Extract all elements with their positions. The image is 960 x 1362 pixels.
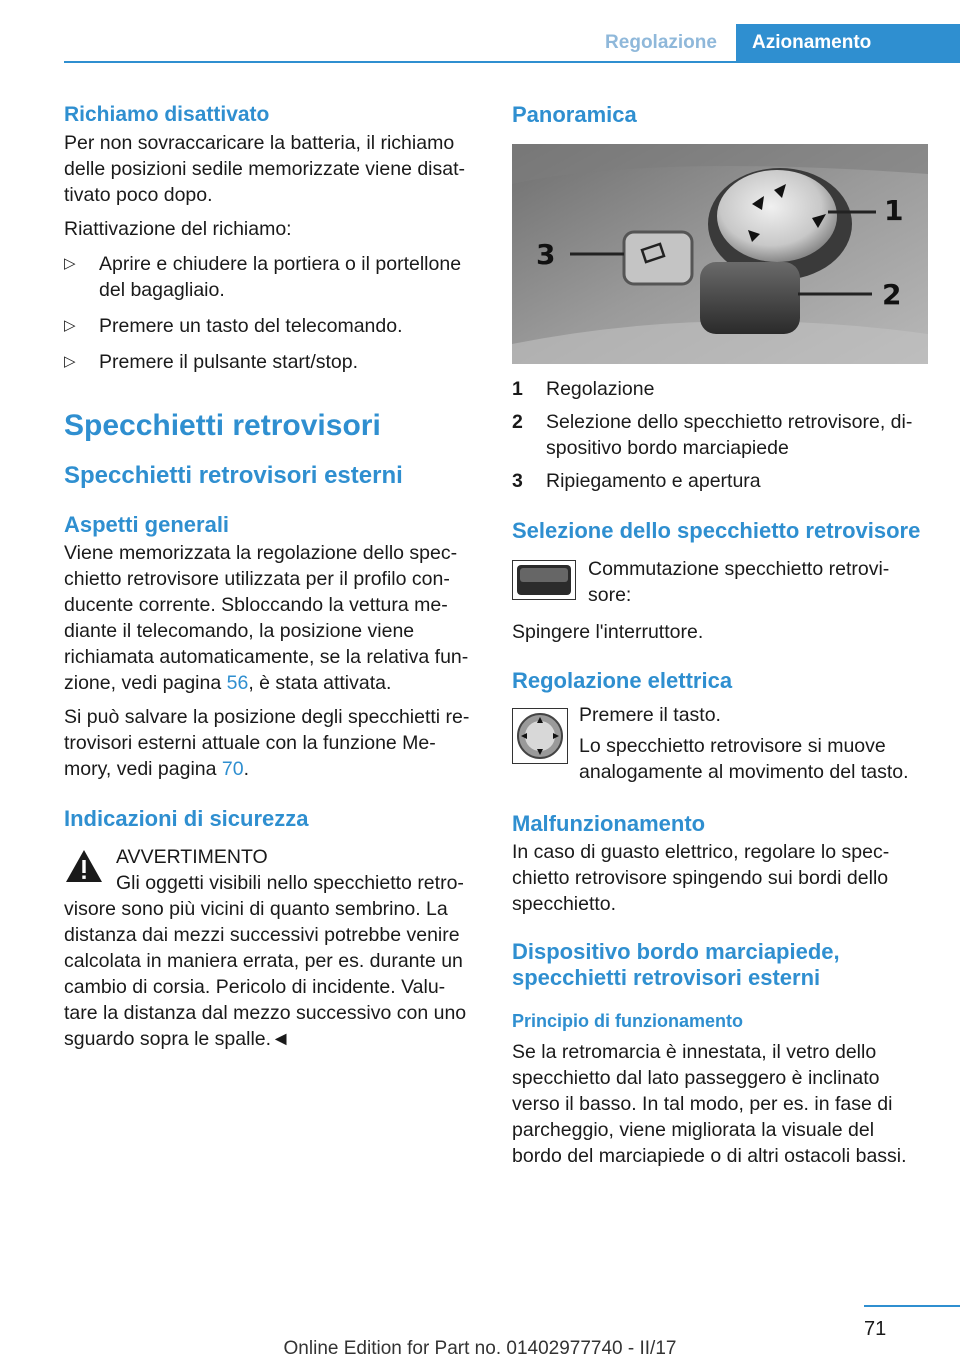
mirror-select-switch-icon: [512, 560, 576, 600]
header-tab-azionamento: Azionamento: [736, 24, 960, 62]
photo-label-1: 1: [884, 194, 904, 227]
general-paragraph-2: Si può salvare la posizione degli specchietti re-trovisori esterni attuale con la funzione Me-mory, vedi pagina 70.: [64, 706, 470, 780]
general-title: Aspetti generali: [64, 512, 230, 537]
photo-label-2: 2: [882, 278, 902, 311]
select-title: Selezione dello specchietto retrovisore: [512, 518, 921, 543]
page-link-56[interactable]: 56: [226, 672, 249, 694]
edition-footer: Online Edition for Part no. 01402977740 - II/17: [283, 1338, 677, 1359]
curb-title: Dispositivo bordo marciapiede, specchietti retrovisori esterni: [512, 939, 840, 990]
overview-legend: [512, 376, 928, 494]
principle-title: Principio di funzionamento: [512, 1011, 743, 1031]
legend-item: 3 Ripiegamento e apertura: [512, 470, 761, 492]
reactivate-intro: Riattivazione del richiamo:: [64, 218, 292, 240]
recall-title: Richiamo disattivato: [64, 103, 270, 126]
overview-title: Panoramica: [512, 102, 637, 127]
page-link-70[interactable]: 70: [221, 758, 244, 780]
legend-item: 1 Regolazione: [512, 378, 655, 400]
warning-text: Gli oggetti visibili nello specchietto retro-visore sono più vicini di quanto sembrino. La distanza dai mezzi successivi potrebbe venire calcolata in maniera errata, per es. durante un cambio di corsia. Pericolo di incidente. Valu-tare la distanza dal mezzo successivo con uno sguardo sopra le spalle.◄: [64, 872, 467, 1050]
select-icon-text: Commutazione specchietto retrovi-sore:: [588, 558, 890, 606]
general-paragraph-1: Viene memorizzata la regolazione dello spec-chietto retrovisore utilizzata per il profilo con-ducente corrente. Sbloccando la vettura me-diante il telecomando, la posizione viene richiamata automaticamente, se la relativa fun-zione, vedi pagina 56, è stata attivata.: [64, 542, 469, 694]
mirror-controls-illustration-icon: [512, 144, 928, 364]
mirrors-title: Specchietti retrovisori: [64, 409, 381, 442]
page-number: 71: [864, 1318, 887, 1340]
malfunction-text: In caso di guasto elettrico, regolare lo spec-chietto retrovisore spingendo sui bordi dello specchietto.: [512, 841, 890, 915]
legend-item: 2 Selezione dello specchietto retrovisore, di-spositivo bordo marciapiede: [512, 411, 913, 459]
warning-triangle-icon: [64, 848, 104, 884]
right-column: [512, 102, 928, 1169]
electric-p2: Lo specchietto retrovisore si muove analogamente al movimento del tasto.: [579, 735, 909, 783]
list-item: ▷ Aprire e chiudere la portiera o il portellone del bagagliaio.: [64, 253, 462, 301]
electric-p1: Premere il tasto.: [579, 704, 721, 726]
left-column: [64, 102, 478, 1052]
mirror-adjust-dial-icon: [512, 708, 568, 764]
recall-text: Per non sovraccaricare la batteria, il richiamo delle posizioni sedile memorizzate viene disat-tivato poco dopo.: [64, 132, 466, 206]
mirror-control-photo: [512, 144, 928, 364]
select-icon-row: [512, 556, 928, 614]
header-tab-regolazione: Regolazione: [605, 32, 717, 53]
electric-icon-row: [512, 702, 928, 785]
triangle-bullet-icon: ▷: [64, 255, 76, 272]
safety-title: Indicazioni di sicurezza: [64, 806, 309, 831]
ext-mirrors-title: Specchietti retrovisori esterni: [64, 462, 403, 489]
electric-title: Regolazione elettrica: [512, 668, 733, 693]
reactivate-list: [64, 251, 478, 375]
select-action: Spingere l'interruttore.: [512, 621, 704, 643]
list-item: ▷ Premere il pulsante start/stop.: [64, 351, 359, 373]
list-item: ▷ Premere un tasto del telecomando.: [64, 315, 403, 337]
footer-rule: [864, 1305, 960, 1307]
triangle-bullet-icon: ▷: [64, 317, 76, 334]
warning-label: AVVERTIMENTO: [116, 846, 268, 868]
photo-label-3: 3: [536, 238, 556, 271]
principle-text: Se la retromarcia è innestata, il vetro dello specchietto dal lato passeggero è inclinato verso il basso. In tal modo, per es. in fase di parcheggio, viene migliorata la visuale del bordo del marciapiede o di altri ostacoli bassi.: [512, 1041, 907, 1167]
triangle-bullet-icon: ▷: [64, 353, 76, 370]
header-rule: [64, 61, 960, 63]
warning-block: [64, 844, 478, 1052]
malfunction-title: Malfunzionamento: [512, 811, 706, 836]
